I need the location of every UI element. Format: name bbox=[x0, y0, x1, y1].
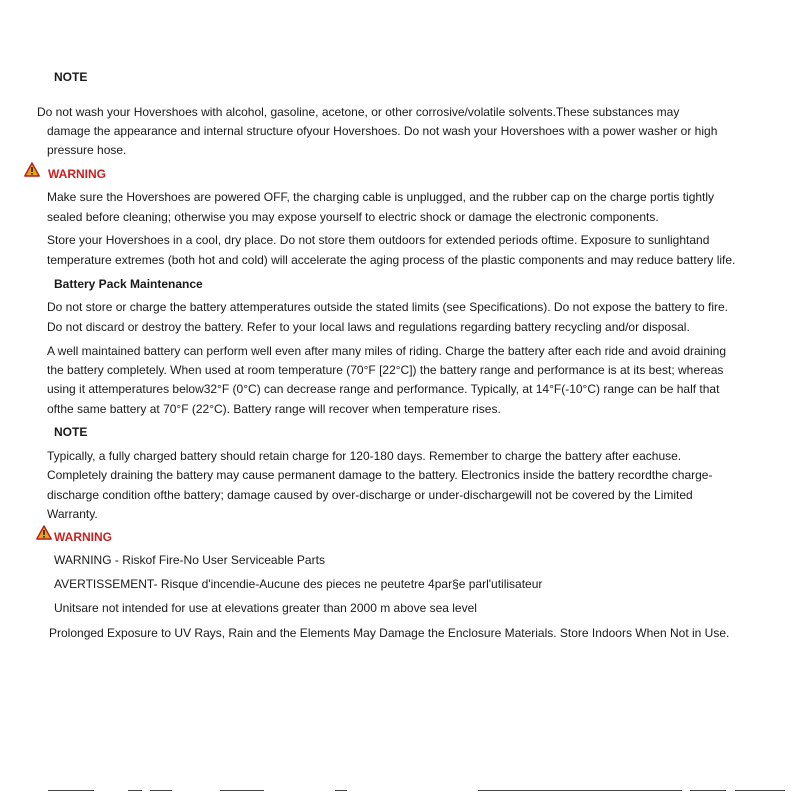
battery-line: ofthe same battery at 70°F (22°C). Battery range will recover when temperature rises. bbox=[47, 402, 501, 416]
warning-line: AVERTISSEMENT- Risque d'incendie-Aucune des pieces ne peutetre 4par§e parl'utilisateur bbox=[54, 577, 543, 591]
note-line: Do not wash your Hovershoes with alcohol, gasoline, acetone, or other corrosive/volatile solvents.These substances may bbox=[37, 105, 680, 119]
battery-line: using it attemperatures below32°F (0°C) can decrease range and performance. Typically, at 14°F(-10°C) range can be half that bbox=[47, 382, 720, 396]
note-heading: NOTE bbox=[54, 70, 88, 84]
warning-line: Make sure the Hovershoes are powered OFF, the charging cable is unplugged, and the rubber cap on the charge portis tightly bbox=[47, 190, 715, 204]
battery-line: A well maintained battery can perform well even after many miles of riding. Charge the battery after each ride and avoid draining bbox=[47, 344, 727, 358]
warning-line: Store your Hovershoes in a cool, dry place. Do not store them outdoors for extended periods oftime. Exposure to sunlightand bbox=[47, 233, 710, 247]
warning-triangle-icon bbox=[36, 525, 52, 540]
battery-line: Do not discard or destroy the battery. Refer to your local laws and regulations regarding battery recycling and/or disposal. bbox=[47, 320, 690, 334]
warning-line: Unitsare not intended for use at elevations greater than 2000 m above sea level bbox=[54, 601, 477, 615]
note-line: damage the appearance and internal structure ofyour Hovershoes. Do not wash your Hovershoes with a power washer or high bbox=[47, 124, 718, 138]
warning-heading: WARNING bbox=[54, 530, 112, 544]
note-line: Completely draining the battery may cause permanent damage to the battery. Electronics inside the battery recordthe charge- bbox=[47, 468, 713, 482]
warning-line: WARNING - Riskof Fire-No User Serviceable Parts bbox=[54, 553, 325, 567]
note-line: Warranty. bbox=[47, 507, 98, 521]
note-line: Typically, a fully charged battery should retain charge for 120-180 days. Remember to charge the battery after eachuse. bbox=[47, 449, 682, 463]
note-line: discharge condition ofthe battery; damage caused by over-discharge or under-dischargewill not be covered by the Limited bbox=[47, 488, 693, 502]
warning-line: Prolonged Exposure to UV Rays, Rain and the Elements May Damage the Enclosure Materials. Store Indoors When Not in Use. bbox=[49, 626, 730, 640]
battery-line: the battery completely. When used at room temperature (70°F [22°C]) the battery range and performance is at its best; whereas bbox=[47, 363, 724, 377]
battery-heading: Battery Pack Maintenance bbox=[54, 277, 203, 291]
warning-heading: WARNING bbox=[48, 167, 106, 181]
cutoff-text-edge bbox=[0, 789, 795, 792]
note-line: pressure hose. bbox=[47, 143, 127, 157]
battery-line: Do not store or charge the battery attemperatures outside the stated limits (see Specifications). Do not expose the battery to fire. bbox=[47, 300, 729, 314]
warning-triangle-icon bbox=[24, 162, 40, 177]
warning-line: sealed before cleaning; otherwise you may expose yourself to electric shock or damage the electronic components. bbox=[47, 210, 659, 224]
warning-line: temperature extremes (both hot and cold) will accelerate the aging process of the plastic components and may reduce battery life. bbox=[47, 253, 736, 267]
note-heading: NOTE bbox=[54, 425, 88, 439]
